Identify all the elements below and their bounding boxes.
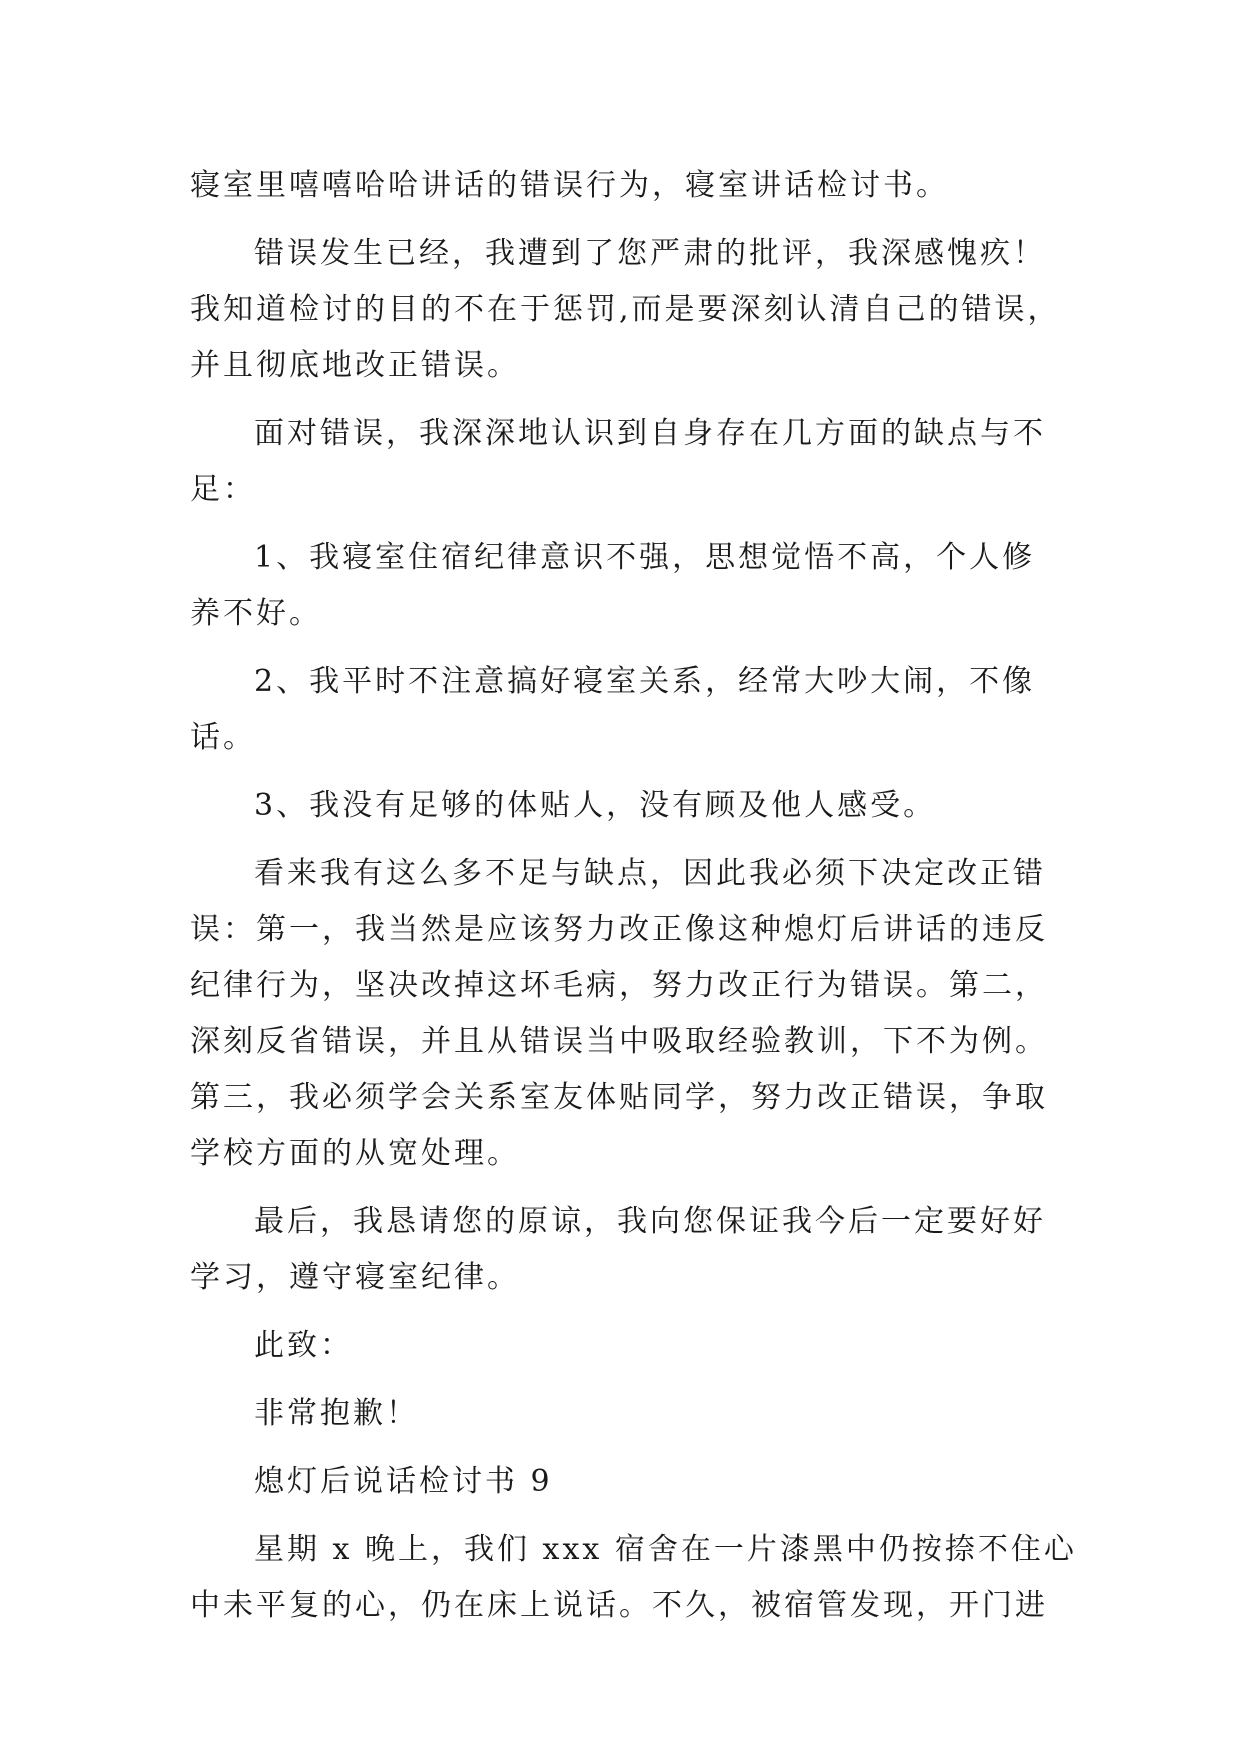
text-line: 纪律行为，坚决改掉这坏毛病，努力改正行为错误。第二， [190,968,1048,1003]
text-line: 寝室里嘻嘻哈哈讲话的错误行为，寝室讲话检讨书。 [190,168,949,203]
text-line: 学校方面的从宽处理。 [190,1136,520,1171]
text-line: 此致： [254,1328,353,1363]
text-line: 看来我有这么多不足与缺点，因此我必须下决定改正错 [254,856,1046,891]
text-line: 养不好。 [190,596,322,631]
text-line: 面对错误，我深深地认识到自身存在几方面的缺点与不 [254,416,1046,451]
text-line: 星期 x 晚上，我们 xxx 宿舍在一片漆黑中仍按捺不住心 [254,1532,1077,1567]
text-line: 错误发生已经，我遭到了您严肃的批评，我深感愧疚！ [254,236,1046,271]
text-line: 熄灯后说话检讨书 9 [254,1464,553,1499]
text-line: 2、我平时不注意搞好寝室关系，经常大吵大闹，不像 [254,664,1036,699]
text-line: 话。 [190,720,256,755]
document-body [190,158,1077,1634]
text-line: 误：第一，我当然是应该努力改正像这种熄灯后讲话的违反 [190,912,1048,947]
text-line: 最后，我恳请您的原谅，我向您保证我今后一定要好好 [254,1204,1046,1239]
text-line: 中未平复的心，仍在床上说话。不久，被宿管发现，开门进 [190,1588,1048,1623]
text-line: 学习，遵守寝室纪律。 [190,1260,520,1295]
text-line: 并且彻底地改正错误。 [190,348,520,383]
text-line: 深刻反省错误，并且从错误当中吸取经验教训，下不为例。 [190,1024,1048,1059]
text-line: 1、我寝室住宿纪律意识不强，思想觉悟不高，个人修 [254,540,1036,575]
text-line: 3、我没有足够的体贴人，没有顾及他人感受。 [254,788,937,823]
text-line: 足： [190,472,256,507]
text-line: 我知道检讨的目的不在于惩罚,而是要深刻认清自己的错误， [190,292,1061,327]
text-line: 第三，我必须学会关系室友体贴同学，努力改正错误，争取 [190,1080,1048,1115]
text-line: 非常抱歉！ [254,1396,419,1431]
